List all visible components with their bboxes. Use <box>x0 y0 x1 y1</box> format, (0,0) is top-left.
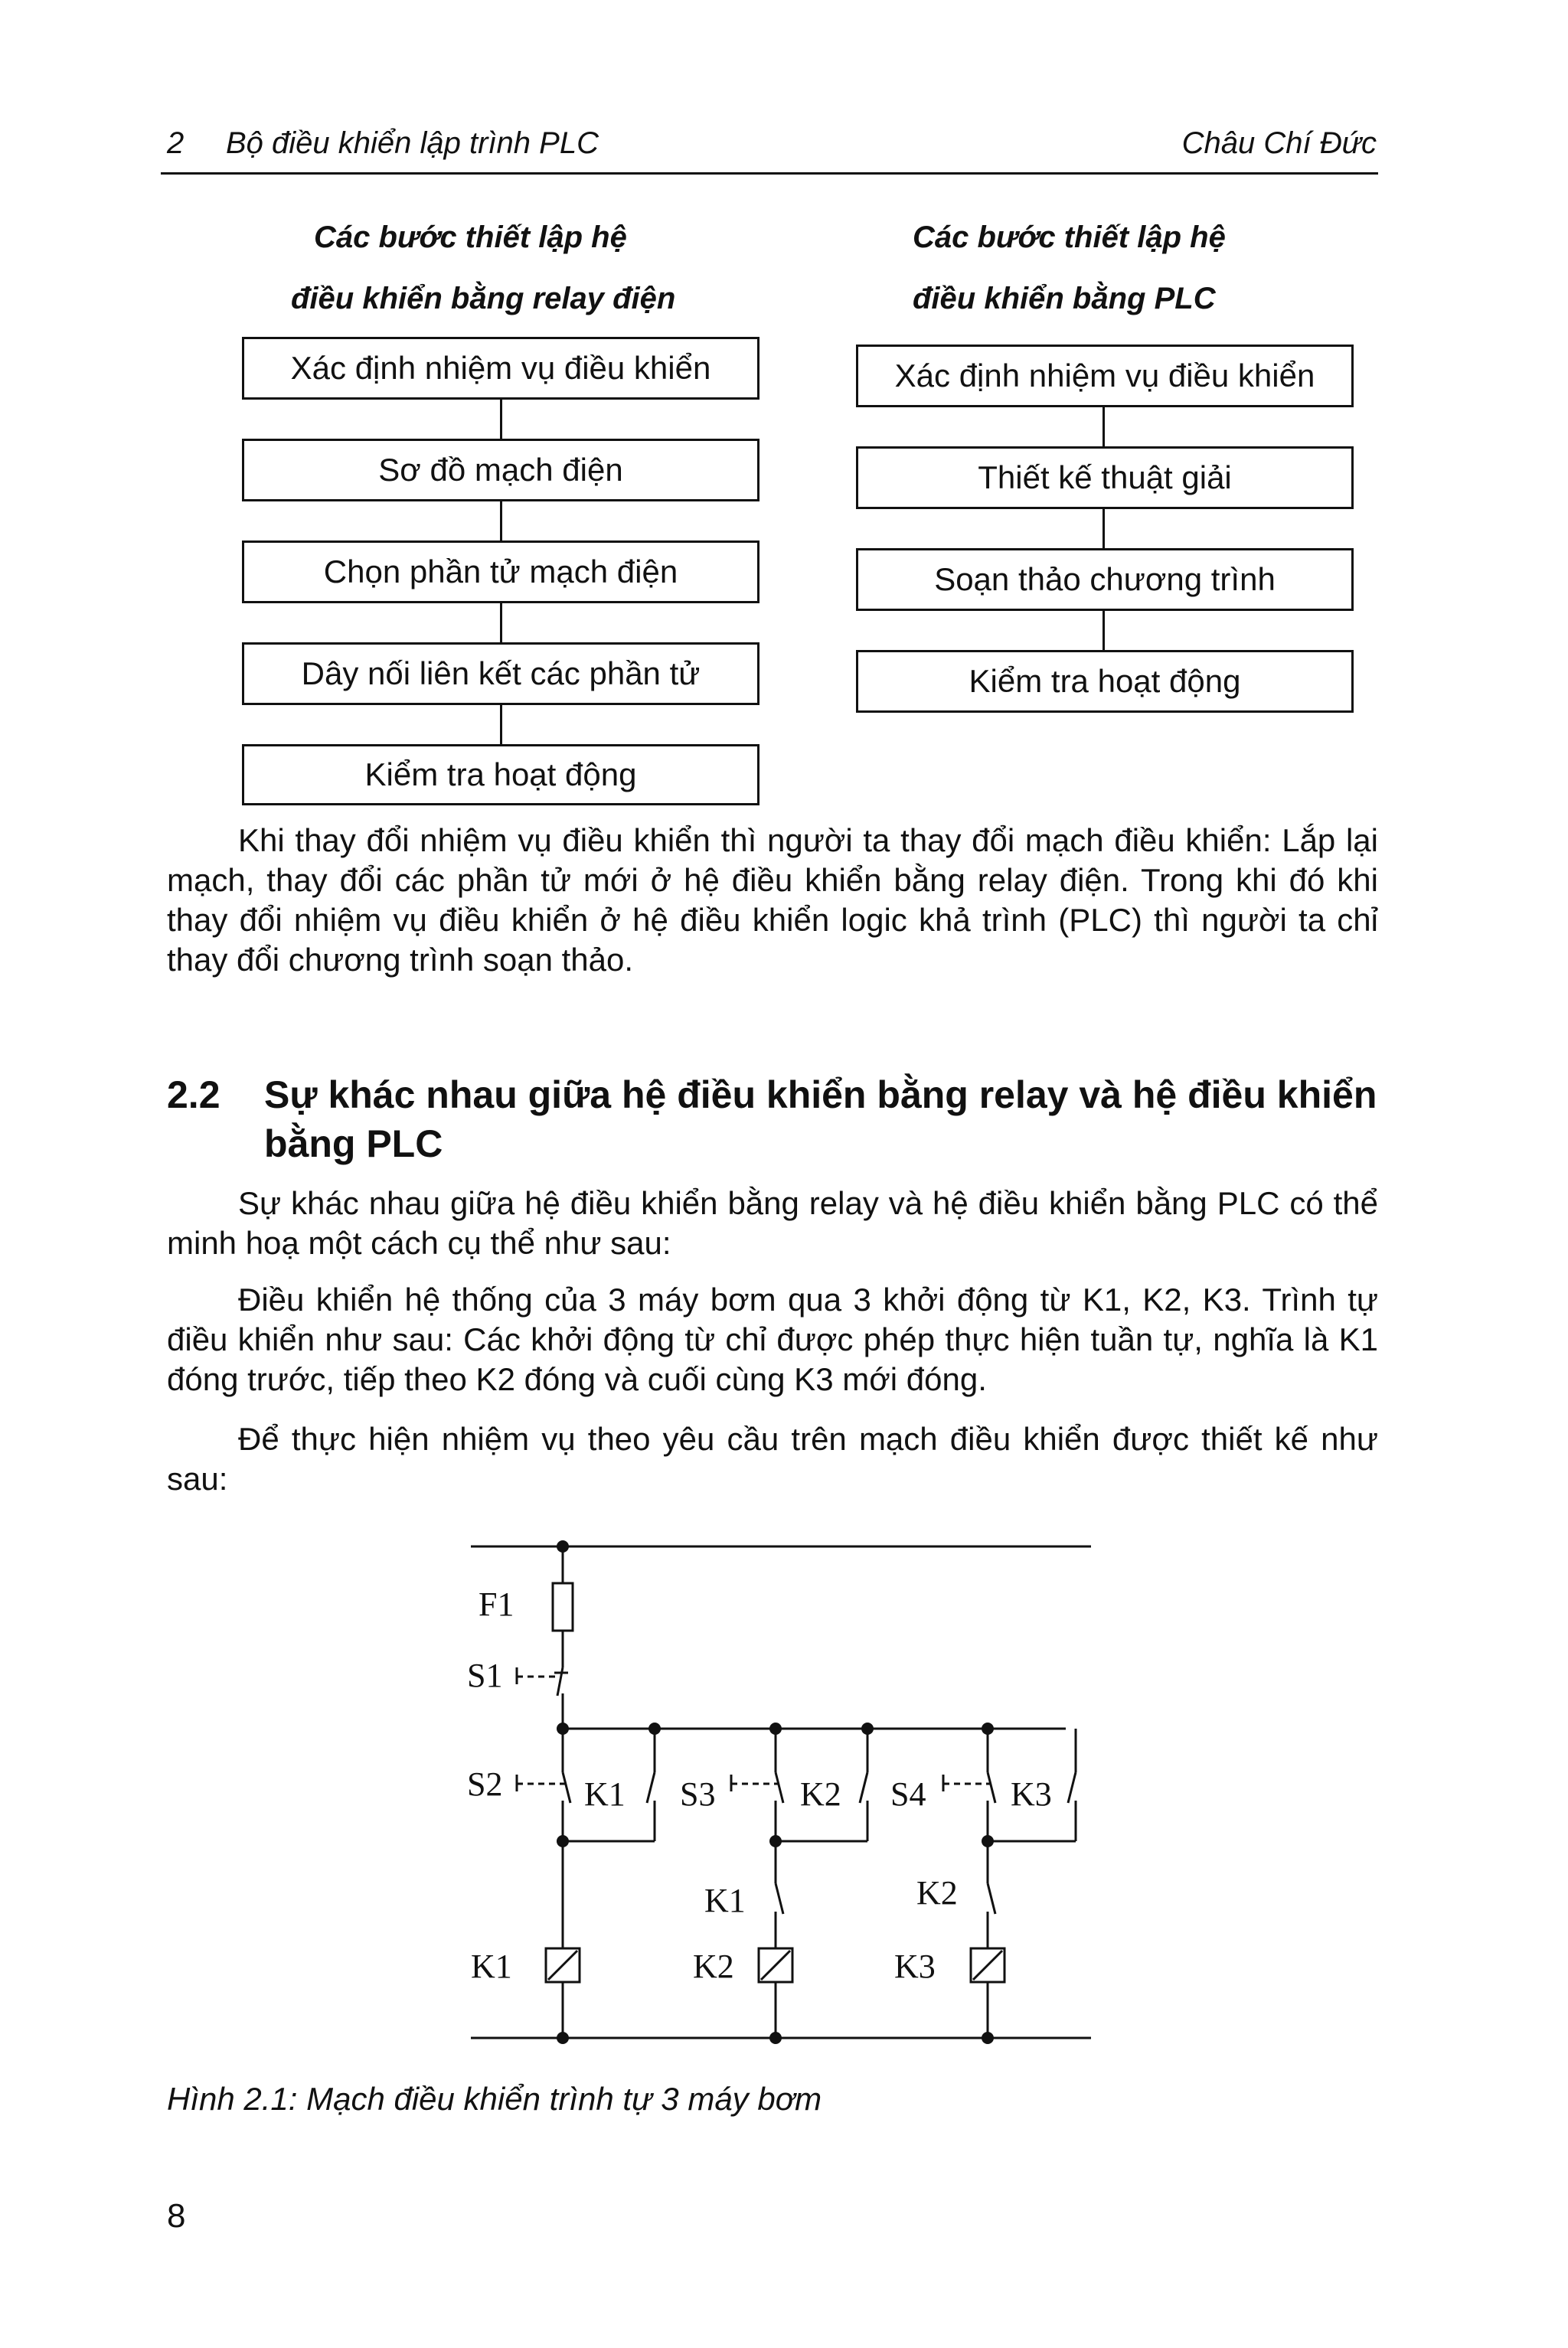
fuse-symbol <box>553 1583 573 1631</box>
plc-flow-connector <box>1102 406 1105 448</box>
relay-flow-connector <box>500 398 502 439</box>
junction-dot <box>861 1723 874 1735</box>
plc-step-box: Xác định nhiệm vụ điều khiển <box>856 345 1354 407</box>
label-interlock-contact-2: K2 <box>916 1874 958 1912</box>
junction-dot <box>982 1835 994 1847</box>
label-hold-contact-3: K3 <box>1011 1775 1052 1813</box>
figure-caption: Hình 2.1: Mạch điều khiển trình tự 3 máy bơm <box>167 2081 822 2117</box>
k1-hold-blade <box>647 1772 655 1803</box>
label-stop-switch: S1 <box>467 1657 503 1694</box>
junction-dot <box>557 1723 569 1735</box>
page-number: 8 <box>167 2197 186 2235</box>
section-number: 2.2 <box>167 1073 220 1116</box>
junction-dot <box>982 1723 994 1735</box>
junction-dot <box>769 2032 782 2044</box>
relay-step-box: Xác định nhiệm vụ điều khiển <box>242 337 760 400</box>
paragraph-pump-task: Điều khiển hệ thống của 3 máy bơm qua 3 khởi động từ K1, K2, K3. Trình tự điều khiển như sau: Các khởi động từ chỉ được phép thực hiện tuần tự, nghĩa là K1 đóng trước, tiếp theo K2 đóng và cuối cùng K3 mới đóng. <box>167 1282 1378 1397</box>
junction-dot <box>769 1835 782 1847</box>
paragraph-circuit-intro: Để thực hiện nhiệm vụ theo yêu cầu trên mạch điều khiển được thiết kế như sau: <box>167 1421 1378 1497</box>
relay-step-box: Sơ đồ mạch điện <box>242 439 760 501</box>
k1-interlock-blade <box>776 1883 783 1914</box>
label-start-switch-3: S4 <box>890 1775 926 1813</box>
junction-dot <box>557 2032 569 2044</box>
author-name: Châu Chí Đức <box>1181 126 1377 160</box>
k3-hold-blade <box>1068 1772 1076 1803</box>
label-hold-contact-2: K2 <box>800 1775 841 1813</box>
plc-flow-connector <box>1102 609 1105 651</box>
header-rule <box>161 172 1378 175</box>
junction-dot <box>557 1835 569 1847</box>
chapter-title: Bộ điều khiển lập trình PLC <box>226 126 599 160</box>
relay-flow-connector <box>500 602 502 642</box>
label-interlock-contact-1: K1 <box>704 1882 746 1919</box>
label-start-switch-1: S2 <box>467 1765 503 1803</box>
paragraph-difference-intro: Sự khác nhau giữa hệ điều khiển bằng relay và hệ điều khiển bằng PLC có thể minh hoạ một cách cụ thể như sau: <box>167 1185 1378 1261</box>
chapter-number: 2 <box>167 126 185 160</box>
junction-dot <box>769 1723 782 1735</box>
section-title: Sự khác nhau giữa hệ điều khiển bằng relay và hệ điều khiển bằng PLC <box>264 1073 1377 1165</box>
pump-sequence-circuit-diagram <box>459 1531 1102 2052</box>
plc-step-box: Kiểm tra hoạt động <box>856 650 1354 713</box>
junction-dot <box>648 1723 661 1735</box>
s2-switch-blade <box>563 1772 570 1803</box>
s4-switch-blade <box>988 1772 995 1803</box>
relay-flow-connector <box>500 500 502 540</box>
label-coil-3: K3 <box>894 1948 936 1985</box>
relay-flow-connector <box>500 704 502 744</box>
plc-flow-title-line2: điều khiển bằng PLC <box>913 282 1216 315</box>
label-start-switch-2: S3 <box>680 1775 716 1813</box>
plc-flow-connector <box>1102 508 1105 550</box>
k2-interlock-blade <box>988 1883 995 1914</box>
junction-dot <box>557 1540 569 1553</box>
plc-step-box: Soạn thảo chương trình <box>856 548 1354 611</box>
junction-dot <box>982 2032 994 2044</box>
label-hold-contact-1: K1 <box>584 1775 626 1813</box>
relay-flow-title-line1: Các bước thiết lập hệ <box>314 220 627 254</box>
plc-flow-title-line1: Các bước thiết lập hệ <box>913 220 1226 254</box>
s3-switch-blade <box>776 1772 783 1803</box>
label-coil-1: K1 <box>471 1948 512 1985</box>
relay-flow-title-line2: điều khiển bằng relay điện <box>291 282 676 315</box>
label-coil-2: K2 <box>693 1948 734 1985</box>
relay-step-box: Kiểm tra hoạt động <box>242 744 760 805</box>
relay-step-box: Dây nối liên kết các phần tử <box>242 642 760 705</box>
k2-hold-blade <box>860 1772 867 1803</box>
paragraph-change-task: Khi thay đổi nhiệm vụ điều khiển thì người ta thay đổi mạch điều khiển: Lắp lại mạch, thay đổi các phần tử mới ở hệ điều khiển bằng relay điện. Trong khi đó khi thay đổi nhiệm vụ điều khiển ở hệ điều khiển logic khả trình (PLC) thì người ta chỉ thay đổi chương trình soạn thảo. <box>167 822 1378 978</box>
label-fuse: F1 <box>479 1585 514 1623</box>
plc-step-box: Thiết kế thuật giải <box>856 446 1354 509</box>
relay-step-box: Chọn phần tử mạch điện <box>242 540 760 603</box>
